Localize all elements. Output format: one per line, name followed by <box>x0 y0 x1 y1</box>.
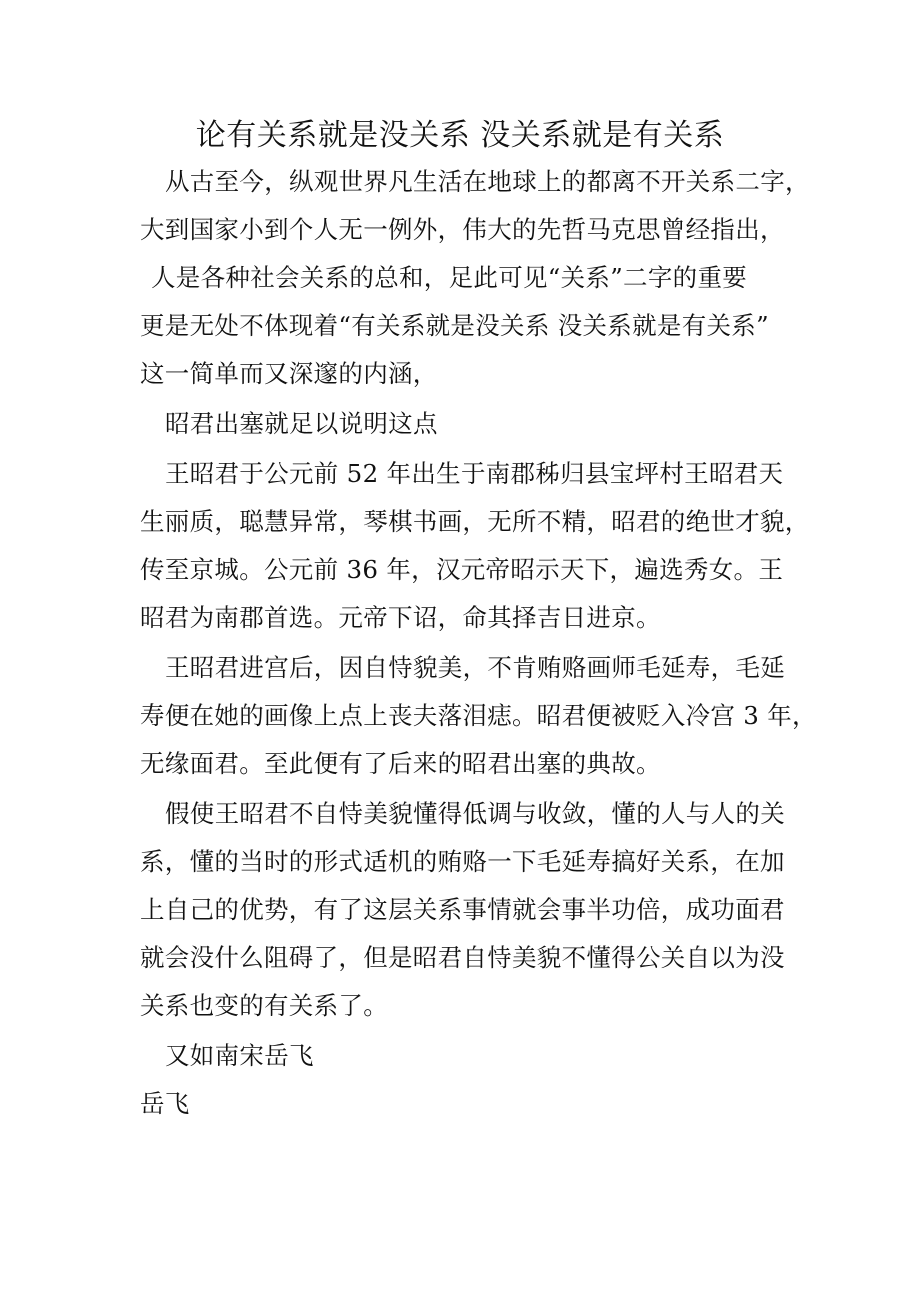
document-body <box>140 158 817 1128</box>
text-line: 生丽质，聪慧异常，琴棋书画，无所不精，昭君的绝世才貌， <box>140 507 810 536</box>
text-line: 王昭君于公元前 52 年出生于南郡秭归县宝坪村王昭君天 <box>165 459 784 488</box>
paragraph-hypothesis <box>140 790 792 1030</box>
text-line: 这一简单而又深邃的内涵， <box>140 359 438 388</box>
paragraph-yuefei <box>140 1080 792 1128</box>
text-line: 大到国家小到个人无一例外，伟大的先哲马克思曾经指出， <box>140 215 785 244</box>
text-line: 假使王昭君不自恃美貌懂得低调与收敛，懂的人与人的关 <box>165 799 785 828</box>
text-line: 关系也变的有关系了。 <box>140 991 388 1020</box>
text-line: 从古至今，纵观世界凡生活在地球上的都离不开关系二字， <box>165 167 810 196</box>
paragraph-zhaojun-palace <box>140 644 817 788</box>
paragraph-zhaojun-heading <box>140 400 792 448</box>
text-line: 昭君为南郡首选。元帝下诏，命其择吉日进京。 <box>140 603 661 632</box>
text-line: 无缘面君。至此便有了后来的昭君出塞的典故。 <box>140 749 661 778</box>
text-line: 又如南宋岳飞 <box>165 1041 314 1070</box>
paragraph-yuefei-heading <box>140 1032 792 1080</box>
text-line: 王昭君进宫后，因自恃貌美，不肯贿赂画师毛延寿，毛延 <box>165 653 785 682</box>
text-line: 系，懂的当时的形式适机的贿赂一下毛延寿搞好关系，在加 <box>140 847 785 876</box>
text-line: 上自己的优势，有了这层关系事情就会事半功倍，成功面君 <box>140 895 785 924</box>
document-title: 论有关系就是没关系 没关系就是有关系 <box>195 118 725 153</box>
paragraph-zhaojun-birth <box>140 450 810 642</box>
text-line: 更是无处不体现着“有关系就是没关系 没关系就是有关系” <box>140 311 769 340</box>
paragraph-intro <box>140 158 810 398</box>
text-line: 岳飞 <box>140 1089 190 1118</box>
text-line: 就会没什么阻碍了，但是昭君自恃美貌不懂得公关自以为没 <box>140 943 785 972</box>
text-line: 昭君出塞就足以说明这点 <box>165 409 438 438</box>
text-line: 寿便在她的画像上点上丧夫落泪痣。昭君便被贬入冷宫 3 年， <box>140 701 817 730</box>
text-line: 传至京城。公元前 36 年，汉元帝昭示天下，遍选秀女。王 <box>140 555 784 584</box>
text-line: 人是各种社会关系的总和，足此可见“关系”二字的重要 <box>151 263 748 292</box>
